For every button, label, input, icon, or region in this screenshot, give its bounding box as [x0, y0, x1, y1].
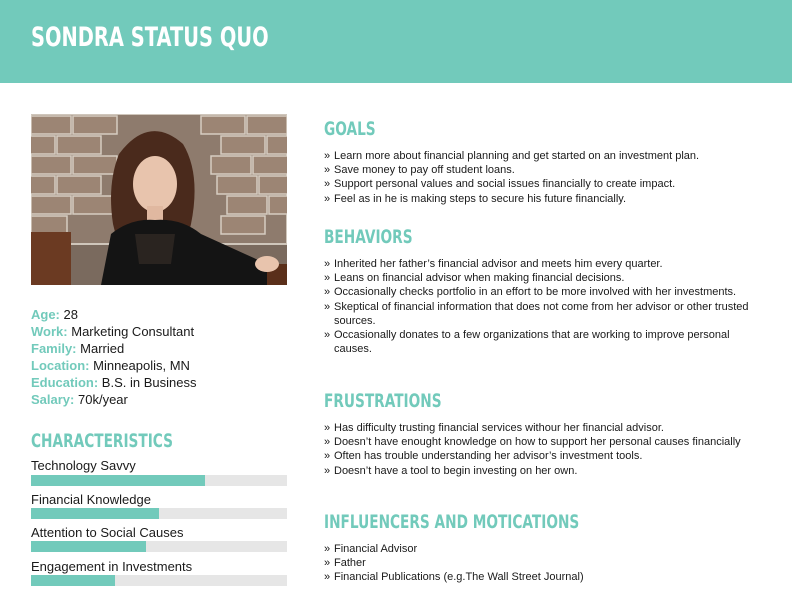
profile-row-location: [31, 357, 291, 374]
profile-value: Marketing Consultant: [71, 324, 195, 339]
characteristic-item: [31, 458, 287, 474]
profile-label: Age:: [31, 307, 60, 322]
list-item: » Doesn’t have enought knowledge on how to support her personal causes financially: [324, 436, 741, 449]
bullet-icon: »: [324, 450, 331, 463]
profile-row-family: [31, 340, 291, 357]
persona-photo: [31, 114, 287, 285]
list-item: » Leans on financial advisor when making financial decisions.: [324, 272, 625, 285]
list-item: » Learn more about financial planning and get started on an investment plan.: [324, 150, 700, 162]
bullet-icon: »: [324, 464, 331, 477]
list-item: » Inherited her father’s financial advisor and meets him every quarter.: [324, 258, 663, 270]
characteristic-label: Financial Knowledge: [31, 492, 151, 507]
profile-row-work: [31, 323, 291, 340]
list-item: » Financial Advisor: [324, 543, 418, 555]
profile-value: Minneapolis, MN: [93, 358, 190, 373]
profile-row-age: [31, 306, 291, 323]
bullet-icon: »: [324, 178, 331, 191]
profile-value: 70k/year: [78, 392, 128, 407]
characteristic-bar-fill: [31, 475, 205, 486]
influencers-section: [324, 511, 764, 585]
characteristics-title: CHARACTERISTICS: [31, 430, 173, 452]
characteristic-bar-fill: [31, 508, 159, 519]
characteristic-bar-fill: [31, 541, 146, 552]
list-item: » Support personal values and social issues financially to create impact.: [324, 178, 676, 191]
list-item: » Occasionally donates to a few organizations that are working to improve personal causes.: [324, 329, 730, 356]
profile-label: Family:: [31, 341, 77, 356]
profile-value: 28: [63, 307, 78, 322]
frustrations-title: FRUSTRATIONS: [324, 390, 442, 412]
behaviors-title: BEHAVIORS: [324, 226, 413, 248]
profile-label: Location:: [31, 358, 90, 373]
bullet-icon: »: [324, 272, 331, 285]
bullet-icon: »: [324, 286, 331, 299]
characteristic-label: Technology Savvy: [31, 458, 136, 473]
influencers-list: [324, 542, 764, 585]
goals-list: [324, 149, 764, 206]
goals-title: GOALS: [324, 118, 376, 140]
characteristics-section: [31, 430, 287, 574]
characteristic-bar-track: [31, 508, 287, 519]
characteristic-bar-track: [31, 475, 287, 486]
behaviors-section: [324, 226, 764, 356]
list-item: » Financial Publications (e.g.The Wall Street Journal): [324, 571, 584, 584]
bullet-icon: »: [324, 164, 331, 177]
characteristic-label: Engagement in Investments: [31, 559, 193, 574]
bullet-icon: »: [324, 192, 331, 205]
list-item: » Has difficulty trusting financial services withour her financial advisor.: [324, 422, 664, 434]
characteristic-bar-fill: [31, 575, 115, 586]
influencers-title: INFLUENCERS AND MOTICATIONS: [324, 511, 580, 533]
characteristic-item: [31, 559, 287, 575]
list-item: » Occasionally checks portfolio in an effort to be more involved with her investments.: [324, 286, 737, 299]
header-banner: [0, 0, 792, 83]
profile-label: Education:: [31, 375, 99, 390]
profile-details: [31, 306, 291, 408]
profile-row-salary: [31, 391, 291, 408]
bullet-icon: »: [324, 571, 331, 584]
characteristic-bar-track: [31, 541, 287, 552]
bullet-icon: »: [324, 150, 331, 162]
goals-section: [324, 118, 764, 206]
list-item: » Feel as in he is making steps to secure his future financially.: [324, 192, 627, 205]
list-item: » Father: [324, 557, 366, 570]
characteristic-label: Attention to Social Causes: [31, 525, 184, 540]
bullet-icon: »: [324, 329, 331, 342]
profile-row-education: [31, 374, 291, 391]
bullet-icon: »: [324, 422, 331, 434]
bullet-icon: »: [324, 258, 331, 270]
list-item: » Often has trouble understanding her advisor’s investment tools.: [324, 450, 643, 463]
frustrations-section: [324, 390, 764, 478]
persona-name: SONDRA STATUS QUO: [31, 22, 269, 53]
characteristic-item: [31, 525, 287, 541]
list-item: » Skeptical of financial information that does not come from her advisor or other trusted sources.: [324, 300, 749, 327]
list-item: » Save money to pay off student loans.: [324, 164, 515, 177]
list-item: » Doesn’t have a tool to begin investing on her own.: [324, 464, 578, 477]
bullet-icon: »: [324, 436, 331, 449]
frustrations-list: [324, 421, 764, 478]
profile-label: Salary:: [31, 392, 75, 407]
bullet-icon: »: [324, 543, 331, 555]
behaviors-list: [324, 257, 764, 356]
characteristic-item: [31, 492, 287, 508]
profile-value: Married: [80, 341, 125, 356]
profile-label: Work:: [31, 324, 68, 339]
bullet-icon: »: [324, 300, 331, 313]
characteristic-bar-track: [31, 575, 287, 586]
profile-value: B.S. in Business: [101, 375, 197, 390]
bullet-icon: »: [324, 557, 331, 570]
